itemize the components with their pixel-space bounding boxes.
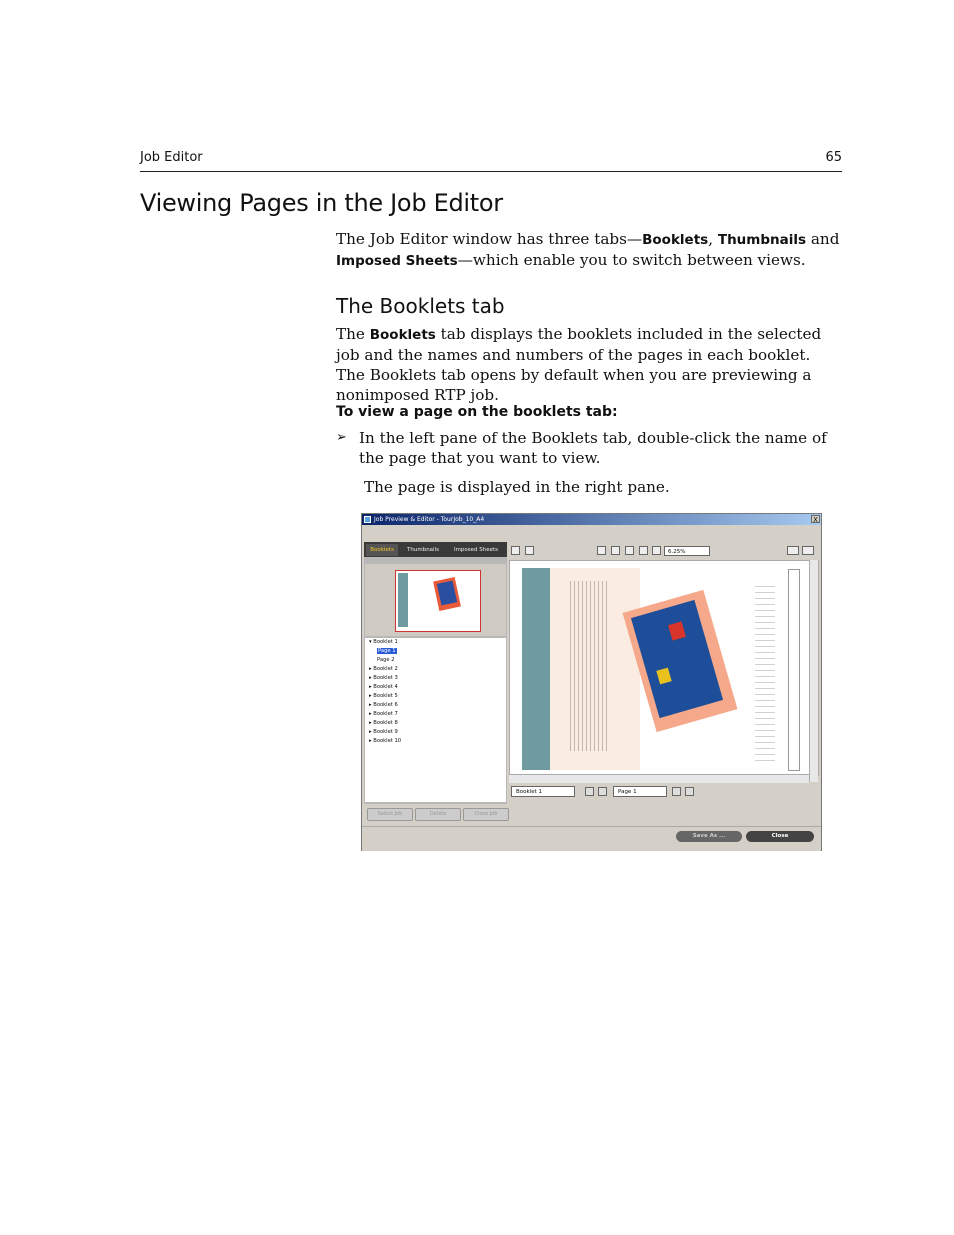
tab-imposed-sheets[interactable]: Imposed Sheets	[453, 547, 499, 553]
prev-page-icon[interactable]	[598, 787, 607, 796]
select-tool-icon[interactable]	[511, 546, 520, 555]
section-heading: The Booklets tab	[336, 294, 505, 318]
zoom-select[interactable]: 6.25%	[664, 546, 710, 556]
intro-paragraph	[336, 229, 846, 271]
running-header	[140, 150, 842, 172]
booklet-tree	[365, 638, 506, 802]
horizontal-scrollbar[interactable]	[509, 774, 809, 783]
rotate-icon[interactable]	[652, 546, 661, 555]
page-select[interactable]: Page 1	[613, 786, 667, 797]
app-icon	[364, 516, 371, 523]
page-title: Viewing Pages in the Job Editor	[140, 189, 503, 217]
booklets-lead: The	[336, 325, 370, 343]
first-page-icon[interactable]	[585, 787, 594, 796]
tree-label: Booklet 3	[373, 675, 398, 681]
step-text: In the left pane of the Booklets tab, double-click the name of the page that you want to view.	[359, 429, 827, 467]
tree-label: Booklet 5	[373, 693, 398, 699]
tree-item[interactable]: ▸ Booklet 3	[369, 675, 398, 681]
booklets-bold: Booklets	[369, 327, 436, 343]
brochure-strip	[522, 568, 550, 770]
close-job-button[interactable]: Close Job	[463, 808, 509, 821]
next-page-icon[interactable]	[672, 787, 681, 796]
tree-item[interactable]: ▸ Booklet 7	[369, 711, 398, 717]
zoom-in-icon[interactable]	[597, 546, 606, 555]
close-button[interactable]: Close	[746, 831, 814, 842]
tree-item[interactable]: ▸ Booklet 10	[369, 738, 402, 744]
viewer-toolbar	[509, 543, 819, 559]
booklets-rest: tab displays the booklets included in the selected job and the names and numbers of the pages in each booklet. The Booklets tab opens by default when you are previewing a nonimposed RTP job.	[336, 325, 822, 404]
tree-item[interactable]: ▸ Booklet 2	[369, 666, 398, 672]
intro-imposed-sheets: Imposed Sheets	[336, 253, 458, 269]
tree-label: Booklet 10	[373, 738, 402, 744]
procedure-step	[336, 428, 841, 468]
tree-item[interactable]: ▾ Booklet 1	[369, 639, 398, 645]
close-icon[interactable]: X	[811, 515, 820, 523]
tree-label: Booklet 4	[373, 684, 398, 690]
booklets-paragraph	[336, 324, 842, 405]
actual-size-icon[interactable]	[639, 546, 648, 555]
delete-button[interactable]: Delete	[415, 808, 461, 821]
tree-label: Booklet 8	[373, 720, 398, 726]
brochure-text-lines	[570, 581, 610, 751]
tree-label: Page 2	[377, 657, 395, 663]
pen-tool-icon[interactable]	[525, 546, 534, 555]
tree-label: Booklet 6	[373, 702, 398, 708]
procedure-heading: To view a page on the booklets tab:	[336, 404, 618, 420]
window-titlebar	[362, 514, 821, 525]
tree-item-selected[interactable]	[377, 647, 397, 656]
fit-page-icon[interactable]	[625, 546, 634, 555]
job-editor-screenshot	[361, 513, 822, 851]
intro-text-1: The Job Editor window has three tabs—	[336, 230, 643, 248]
header-section: Job Editor	[140, 150, 203, 165]
save-as-button[interactable]: Save As ...	[676, 831, 742, 842]
brochure-back-text	[755, 581, 775, 761]
reorder-icon[interactable]	[787, 546, 799, 555]
intro-text-2: —which enable you to switch between views.	[457, 251, 806, 269]
bullet-arrow-icon: ➢	[336, 430, 347, 445]
booklet-select[interactable]: Booklet 1	[511, 786, 575, 797]
intro-booklets: Booklets	[642, 232, 709, 248]
tab-booklets[interactable]: Booklets	[366, 544, 398, 556]
booklet-thumbnail-pane	[365, 564, 506, 636]
intro-thumbnails: Thumbnails	[717, 232, 807, 248]
booklet-thumbnail[interactable]	[395, 570, 481, 632]
page-preview	[509, 560, 819, 776]
last-page-icon[interactable]	[685, 787, 694, 796]
layout-icon[interactable]	[802, 546, 814, 555]
tree-item[interactable]: ▸ Booklet 6	[369, 702, 398, 708]
tree-item[interactable]: ▸ Booklet 4	[369, 684, 398, 690]
page-number: 65	[825, 150, 842, 165]
vertical-scrollbar[interactable]	[809, 560, 818, 782]
tree-label: Booklet 9	[373, 729, 398, 735]
brochure-spine	[788, 569, 800, 771]
tree-item[interactable]: ▸ Booklet 9	[369, 729, 398, 735]
tree-label: Booklet 7	[373, 711, 398, 717]
tree-label: Booklet 2	[373, 666, 398, 672]
tree-label: Page 1	[378, 648, 396, 654]
tree-item[interactable]: ▸ Booklet 5	[369, 693, 398, 699]
tree-label: Booklet 1	[373, 639, 398, 645]
intro-and: and	[806, 230, 840, 248]
zoom-out-icon[interactable]	[611, 546, 620, 555]
step-result: The page is displayed in the right pane.	[364, 478, 670, 496]
tab-bar	[364, 542, 507, 557]
window-title: Job Preview & Editor - TourJob_10_A4	[374, 516, 485, 523]
tree-item[interactable]: ▸ Booklet 8	[369, 720, 398, 726]
select-job-button[interactable]: Select Job	[367, 808, 413, 821]
tab-thumbnails[interactable]: Thumbnails	[407, 547, 439, 553]
intro-sep: ,	[708, 230, 718, 248]
tree-item[interactable]	[377, 656, 395, 665]
